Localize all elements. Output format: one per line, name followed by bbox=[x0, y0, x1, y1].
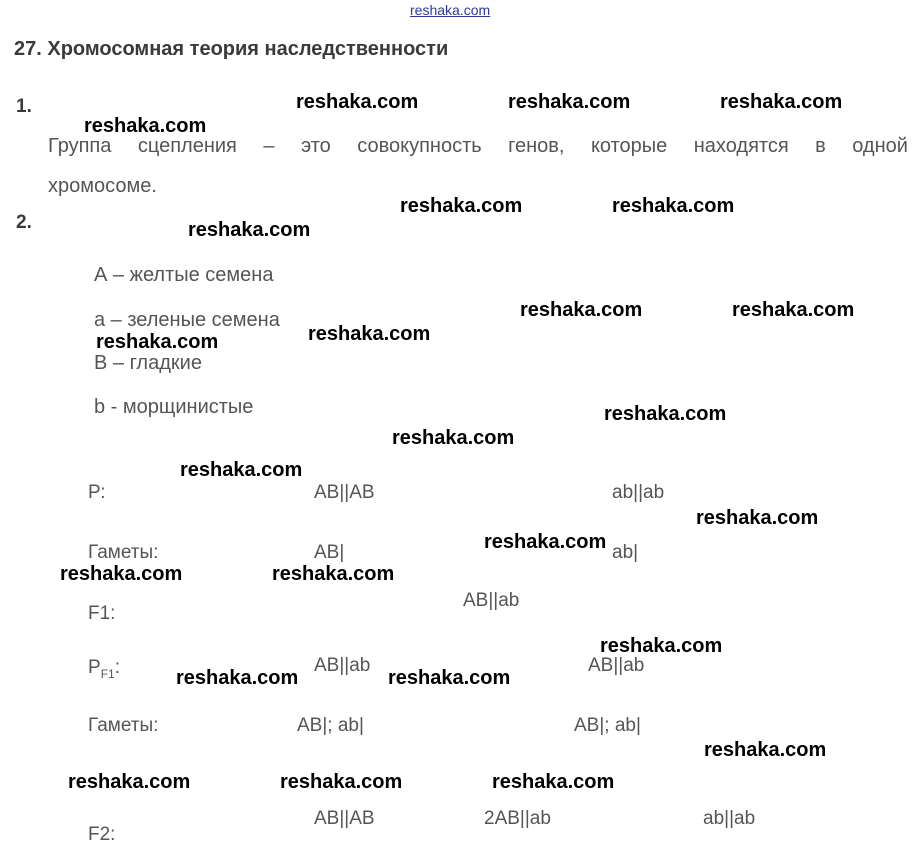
watermark: reshaka.com bbox=[84, 115, 207, 137]
legend-recessive-color: а – зеленые семена bbox=[94, 309, 280, 331]
f1-genotype: AB||ab bbox=[463, 590, 520, 611]
watermark: reshaka.com bbox=[296, 91, 419, 113]
question-1-number: 1. bbox=[16, 96, 32, 117]
f2-genotype: ab||ab bbox=[703, 808, 756, 829]
f1-label: F1: bbox=[88, 603, 116, 624]
watermark: reshaka.com bbox=[400, 195, 523, 217]
answer-word: совокупность bbox=[357, 135, 482, 157]
watermark: reshaka.com bbox=[696, 507, 819, 529]
page-title: 27. Хромосомная теория наследственности bbox=[14, 38, 449, 60]
answer-word: сцепления bbox=[137, 135, 237, 157]
watermark: reshaka.com bbox=[180, 459, 303, 481]
f2-genotype: AB||AB bbox=[314, 808, 375, 829]
parent-genotype: ab||ab bbox=[612, 482, 665, 503]
watermark: reshaka.com bbox=[388, 667, 511, 689]
watermark: reshaka.com bbox=[188, 219, 311, 241]
gamete-pair: AB|; ab| bbox=[574, 715, 641, 736]
watermark: reshaka.com bbox=[68, 771, 191, 793]
watermark: reshaka.com bbox=[600, 635, 723, 657]
answer-word: которые bbox=[590, 135, 668, 157]
answer-word: одной bbox=[852, 135, 908, 157]
watermark: reshaka.com bbox=[176, 667, 299, 689]
gamete-pair: AB|; ab| bbox=[297, 715, 364, 736]
parent-genotype: AB||AB bbox=[314, 482, 375, 503]
watermark: reshaka.com bbox=[720, 91, 843, 113]
f1-parent-genotype: AB||ab bbox=[314, 655, 371, 676]
watermark: reshaka.com bbox=[280, 771, 403, 793]
watermark: reshaka.com bbox=[492, 771, 615, 793]
f1-parents-colon: : bbox=[114, 657, 120, 678]
watermark: reshaka.com bbox=[60, 563, 183, 585]
answer-line-2: хромосоме. bbox=[48, 175, 157, 197]
watermark: reshaka.com bbox=[732, 299, 855, 321]
f1-parents-label bbox=[88, 657, 120, 679]
watermark: reshaka.com bbox=[704, 739, 827, 761]
gamete: AB| bbox=[314, 542, 345, 563]
watermark: reshaka.com bbox=[96, 331, 219, 353]
f2-label: F2: bbox=[88, 824, 116, 845]
site-link[interactable]: reshaka.com bbox=[410, 2, 491, 18]
legend-dominant-color: А – желтые семена bbox=[94, 264, 274, 286]
answer-word: находятся bbox=[693, 135, 789, 157]
gamete: ab| bbox=[612, 542, 639, 563]
legend-dominant-shape: В – гладкие bbox=[94, 352, 202, 374]
watermark: reshaka.com bbox=[308, 323, 431, 345]
question-2-number: 2. bbox=[16, 212, 32, 233]
answer-word: это bbox=[300, 135, 331, 157]
watermark: reshaka.com bbox=[520, 299, 643, 321]
answer-word: в bbox=[815, 135, 826, 157]
watermark: reshaka.com bbox=[612, 195, 735, 217]
answer-word: Группа bbox=[48, 135, 112, 157]
answer-word: – bbox=[263, 135, 275, 157]
f2-genotype: 2AB||ab bbox=[484, 808, 551, 829]
question-1-answer bbox=[48, 126, 908, 206]
f1-parent-genotype: AB||ab bbox=[588, 655, 645, 676]
f1-parents-letter: P bbox=[88, 657, 101, 678]
legend-recessive-shape: b - морщинистые bbox=[94, 396, 254, 418]
parents-label: Р: bbox=[88, 482, 106, 503]
watermark: reshaka.com bbox=[508, 91, 631, 113]
watermark: reshaka.com bbox=[604, 403, 727, 425]
answer-word: генов, bbox=[508, 135, 565, 157]
f1-parents-subscript: F1 bbox=[100, 667, 115, 681]
watermark: reshaka.com bbox=[484, 531, 607, 553]
gametes-label: Гаметы: bbox=[88, 715, 159, 736]
watermark: reshaka.com bbox=[392, 427, 515, 449]
watermark: reshaka.com bbox=[272, 563, 395, 585]
gametes-label: Гаметы: bbox=[88, 542, 159, 563]
